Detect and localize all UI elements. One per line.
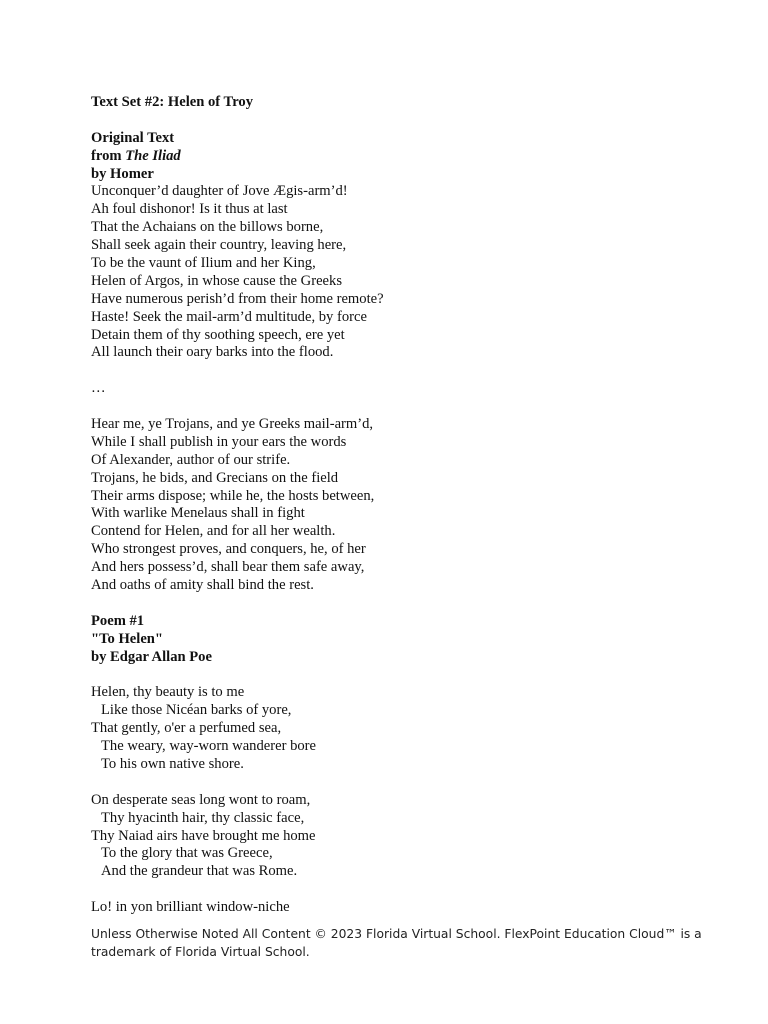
ellipsis: … xyxy=(91,380,106,397)
poem-author: by Edgar Allan Poe xyxy=(91,648,212,665)
verse-line: Haste! Seek the mail-arm’d multitude, by force xyxy=(91,308,367,325)
verse-line: Have numerous perish’d from their home remote? xyxy=(91,290,384,307)
verse-line: And hers possess’d, shall bear them safe away, xyxy=(91,559,365,576)
copyright-footer xyxy=(91,925,702,961)
source-line xyxy=(91,148,711,166)
original-text-heading: Original Text xyxy=(91,129,175,146)
poe-stanza-2 xyxy=(91,792,711,881)
verse-line: On desperate seas long wont to roam, xyxy=(91,791,311,808)
verse-line-indented: And the grandeur that was Rome. xyxy=(101,863,298,880)
verse-line: All launch their oary barks into the flood. xyxy=(91,344,334,361)
verse-line: Of Alexander, author of our strife. xyxy=(91,451,291,468)
verse-line: Shall seek again their country, leaving here, xyxy=(91,237,347,254)
verse-line: Trojans, he bids, and Grecians on the field xyxy=(91,469,339,486)
iliad-stanza-1 xyxy=(91,183,711,362)
verse-line-indented: Thy hyacinth hair, thy classic face, xyxy=(101,809,305,826)
verse-line: Helen, thy beauty is to me xyxy=(91,684,245,701)
verse-line: Thy Naiad airs have brought me home xyxy=(91,827,316,844)
verse-line-indented: Like those Nicéan barks of yore, xyxy=(101,702,292,719)
verse-line: Helen of Argos, in whose cause the Greeks xyxy=(91,272,343,289)
from-prefix: from xyxy=(91,147,126,164)
verse-line-indented: The weary, way-worn wanderer bore xyxy=(101,738,317,755)
verse-line: To be the vaunt of Ilium and her King, xyxy=(91,255,316,272)
verse-line: That gently, o'er a perfumed sea, xyxy=(91,720,282,737)
poe-stanza-1 xyxy=(91,684,711,773)
document-body xyxy=(91,94,711,917)
verse-line: Hear me, ye Trojans, and ye Greeks mail-arm’d, xyxy=(91,416,374,433)
poem-heading: Poem #1 xyxy=(91,612,145,629)
verse-line-indented: To the glory that was Greece, xyxy=(101,845,273,862)
verse-line: Contend for Helen, and for all her wealth. xyxy=(91,523,336,540)
verse-line: Ah foul dishonor! Is it thus at last xyxy=(91,201,288,218)
poem-title: "To Helen" xyxy=(91,630,164,647)
verse-line: Their arms dispose; while he, the hosts between, xyxy=(91,487,375,504)
original-author: by Homer xyxy=(91,165,154,182)
document-title: Text Set #2: Helen of Troy xyxy=(91,94,254,110)
iliad-stanza-2 xyxy=(91,416,711,595)
verse-line: Lo! in yon brilliant window-niche xyxy=(91,899,290,916)
verse-line: Who strongest proves, and conquers, he, of her xyxy=(91,541,366,558)
verse-line: Unconquer’d daughter of Jove Ægis-arm’d! xyxy=(91,183,348,200)
verse-line: And oaths of amity shall bind the rest. xyxy=(91,577,314,594)
verse-line: That the Achaians on the billows borne, xyxy=(91,219,324,236)
footer-line-1: Unless Otherwise Noted All Content © 2023 Florida Virtual School. FlexPoint Education Cloud™ is a xyxy=(91,927,702,941)
verse-line-indented: To his own native shore. xyxy=(101,755,244,772)
verse-line: While I shall publish in your ears the words xyxy=(91,433,347,450)
verse-line: Detain them of thy soothing speech, ere yet xyxy=(91,326,345,343)
work-title: The Iliad xyxy=(125,147,181,164)
verse-line: With warlike Menelaus shall in fight xyxy=(91,505,305,522)
footer-line-2: trademark of Florida Virtual School. xyxy=(91,945,310,959)
